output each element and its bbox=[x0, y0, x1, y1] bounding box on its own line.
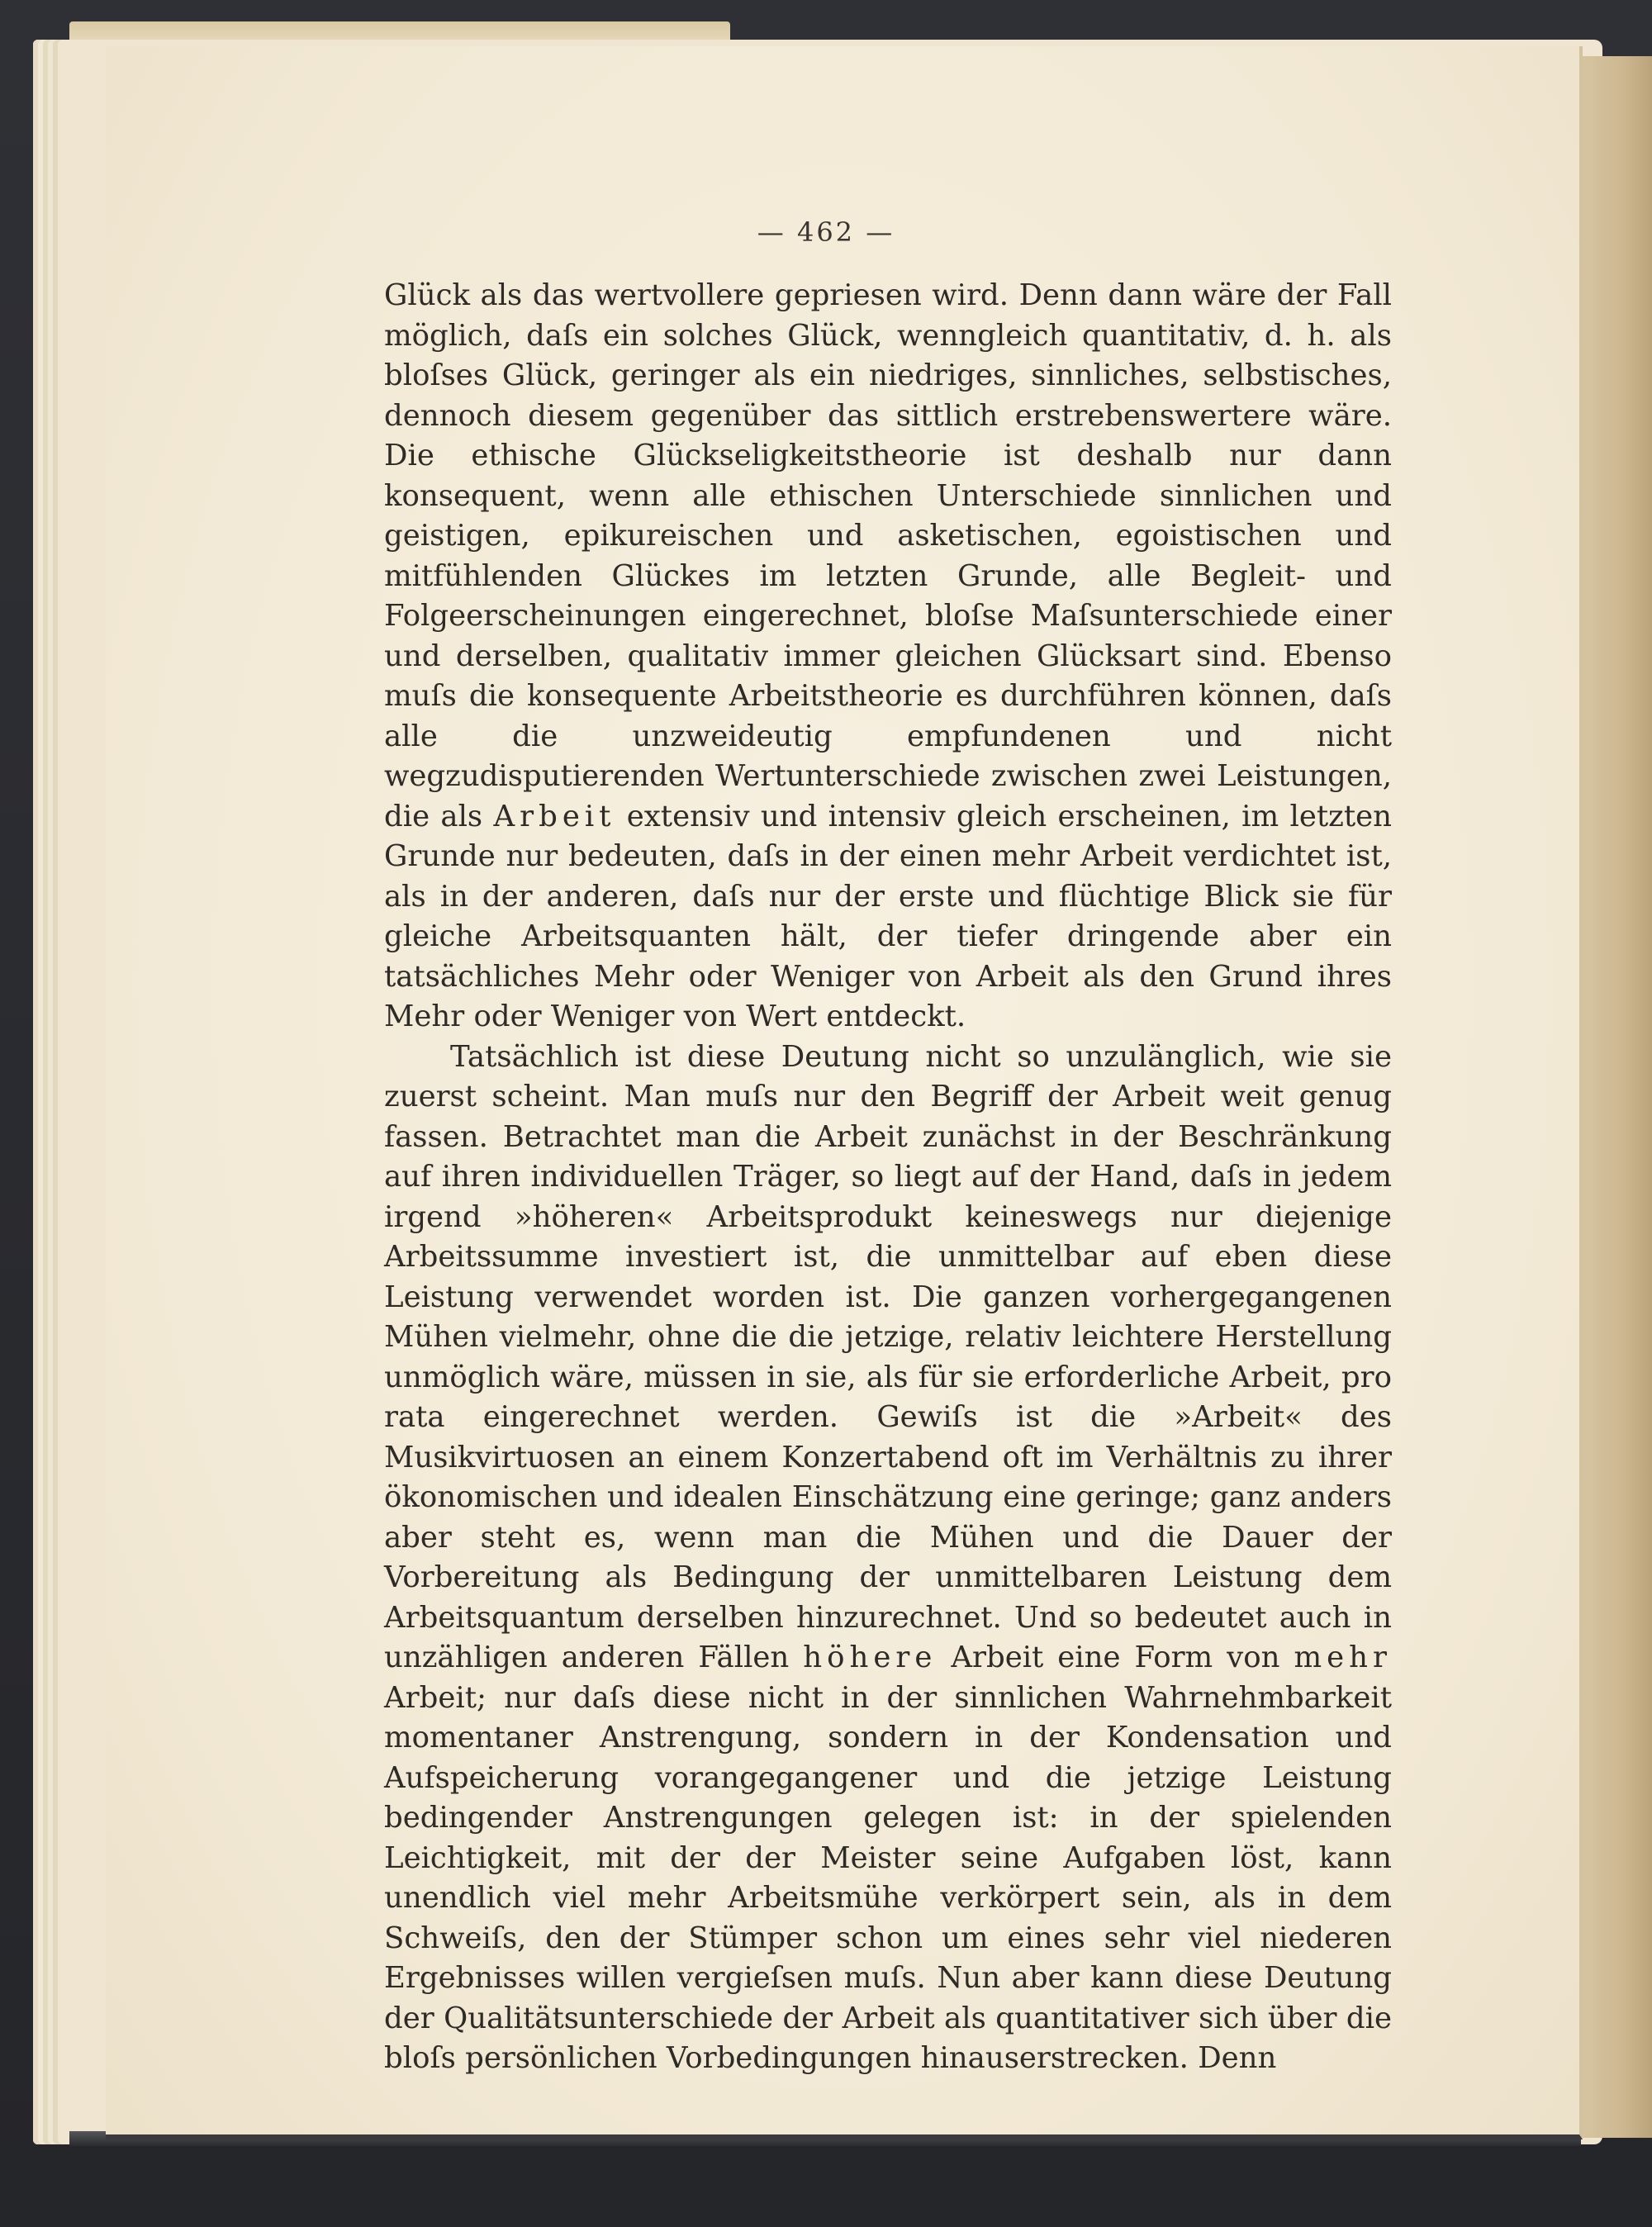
paragraph-2-emphasis-hoehere: höhere bbox=[803, 1641, 938, 1674]
paragraph-2-text-middle: Arbeit eine Form von bbox=[951, 1641, 1280, 1674]
paragraph-2 bbox=[384, 1038, 1392, 2079]
page-number: — 462 — bbox=[757, 216, 895, 248]
page-body bbox=[384, 276, 1392, 2079]
paragraph-1 bbox=[384, 276, 1392, 1038]
paragraph-2-text-continued: Arbeit; nur daſs diese nicht in der sinnlichen Wahrnehmbarkeit momentaner Anstrengung, sondern in der Kondensation und Aufspeicherung vorangegangener und die jetzige Leistung bedingender Anstrengungen gelegen ist: in der spielenden Leichtigkeit, mit der der Meister seine Aufgaben löst, kann unendlich viel mehr Arbeitsmühe verkörpert sein, als in dem Schweiſs, den der Stümper schon um eines sehr viel niederen Ergebnisses willen vergieſsen muſs. Nun aber kann diese Deutung der Qualitätsunterschiede der Arbeit als quantitativer sich über die bloſs persönlichen Vorbedingungen hinauserstrecken. Denn bbox=[384, 1680, 1392, 2075]
paragraph-2-text: Tatsächlich ist diese Deutung nicht so unzulänglich, wie sie zuerst scheint. Man muſs nur den Begriff der Arbeit weit genug fassen. Betrachtet man die Arbeit zunächst in der Beschränkung auf ihren individuellen Träger, so liegt auf der Hand, daſs in jedem irgend »höheren« Arbeitsprodukt keineswegs nur diejenige Arbeitssumme investiert ist, die unmittelbar auf eben diese Leistung verwendet worden ist. Die ganzen vorhergegangenen Mühen vielmehr, ohne die die jetzige, relativ leichtere Herstellung unmöglich wäre, müssen in sie, als für sie erforderliche Arbeit, pro rata eingerechnet werden. Gewiſs ist die »Arbeit« des Musikvirtuosen an einem Konzertabend oft im Verhältnis zu ihrer ökonomischen und idealen Einschätzung eine geringe; ganz anders aber steht es, wenn man die Mühen und die Dauer der Vorbereitung als Bedingung der unmittelbaren Leistung dem Arbeitsquantum derselben hinzurechnet. Und so bedeutet auch in unzähligen anderen Fällen bbox=[384, 1039, 1392, 1674]
paragraph-1-emphasis-arbeit: Arbeit bbox=[493, 799, 616, 833]
paragraph-1-text-continued: extensiv und intensiv gleich erscheinen, im letzten Grunde nur bedeuten, daſs in der einen mehr Arbeit verdichtet ist, als in der anderen, daſs nur der erste und flüchtige Blick sie für gleiche Arbeitsquanten hält, der tiefer dringende aber ein tatsächliches Mehr oder Weniger von Arbeit als den Grund ihres Mehr oder Weniger von Wert entdeckt. bbox=[384, 799, 1392, 1033]
paragraph-2-emphasis-mehr: mehr bbox=[1294, 1641, 1392, 1674]
paragraph-1-text: Glück als das wertvollere gepriesen wird. Denn dann wäre der Fall möglich, daſs ein solches Glück, wenngleich quantitativ, d. h. als bloſses Glück, geringer als ein niedriges, sinnliches, selbstisches, dennoch diesem gegenüber das sittlich erstrebenswertere wäre. Die ethische Glückseligkeitstheorie ist deshalb nur dann konsequent, wenn alle ethischen Unterschiede sinnlichen und geistigen, epikureischen und asketischen, egoistischen und mitfühlenden Glückes im letzten Grunde, alle Begleit- und Folgeerscheinungen eingerechnet, bloſse Maſsunterschiede einer und derselben, qualitativ immer gleichen Glücksart sind. Ebenso muſs die konsequente Arbeitstheorie es durchführen können, daſs alle die unzweideutig empfundenen und nicht wegzudisputierenden Wertunterschiede zwischen zwei Leistungen, die als bbox=[384, 278, 1392, 833]
